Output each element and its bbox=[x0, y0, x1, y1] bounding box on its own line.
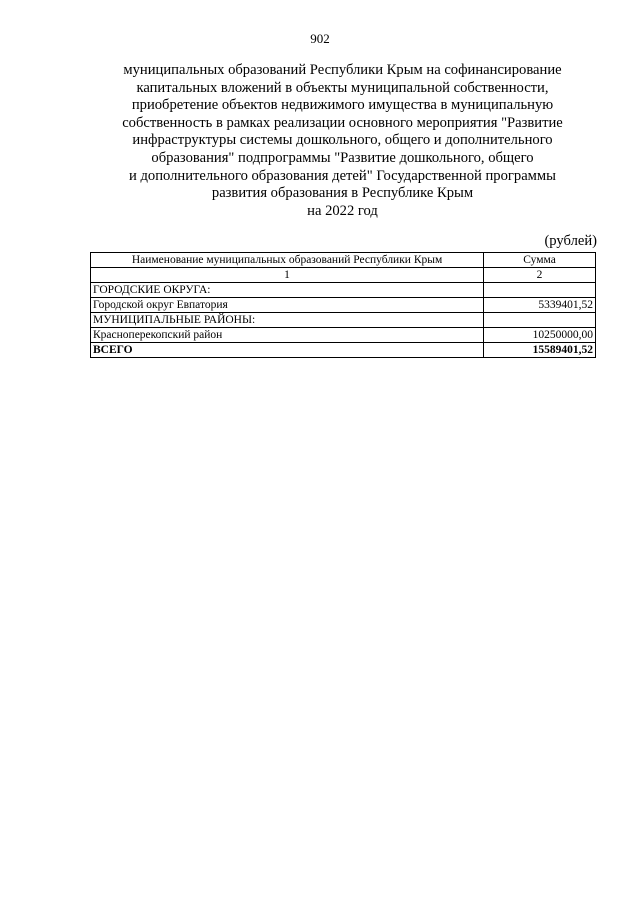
title-line: собственность в рамках реализации основного мероприятия "Развитие bbox=[122, 114, 563, 131]
row-sum: 5339401,52 bbox=[484, 298, 596, 313]
title-line: капитальных вложений в объекты муниципальной собственности, bbox=[136, 79, 549, 96]
table-row bbox=[91, 313, 596, 328]
table-row bbox=[91, 283, 596, 298]
table-row bbox=[91, 298, 596, 313]
column-number-row bbox=[91, 268, 596, 283]
title-line: муниципальных образований Республики Крым на софинансирование bbox=[123, 62, 562, 78]
row-sum: 10250000,00 bbox=[484, 328, 596, 343]
header-sum: Сумма bbox=[484, 253, 596, 268]
title-line: развития образования в Республике Крым bbox=[211, 185, 474, 202]
table-row bbox=[91, 328, 596, 343]
row-sum bbox=[484, 283, 596, 298]
title-line: инфраструктуры системы дошкольного, общего и дополнительного bbox=[132, 132, 553, 149]
page-number: 902 bbox=[310, 31, 330, 46]
units-label: (рублей) bbox=[544, 233, 597, 249]
column-number: 2 bbox=[484, 268, 596, 283]
row-name: Красноперекопский район bbox=[91, 328, 484, 343]
document-title bbox=[90, 62, 595, 220]
total-label: ВСЕГО bbox=[91, 343, 484, 358]
row-name: Городской округ Евпатория bbox=[91, 298, 484, 313]
title-line: приобретение объектов недвижимого имущества в муниципальную bbox=[131, 97, 554, 114]
total-row bbox=[91, 343, 596, 358]
table-header-row bbox=[91, 253, 596, 268]
row-name: ГОРОДСКИЕ ОКРУГА: bbox=[91, 283, 484, 298]
title-line: на 2022 год bbox=[307, 202, 378, 219]
title-line: образования" подпрограммы "Развитие дошкольного, общего bbox=[151, 149, 534, 166]
row-name: МУНИЦИПАЛЬНЫЕ РАЙОНЫ: bbox=[91, 313, 484, 328]
column-number: 1 bbox=[91, 268, 484, 283]
header-name: Наименование муниципальных образований Республики Крым bbox=[91, 253, 484, 268]
total-sum: 15589401,52 bbox=[484, 343, 596, 358]
title-line: и дополнительного образования детей" Государственной программы bbox=[129, 167, 556, 184]
budget-table bbox=[90, 252, 596, 358]
row-sum bbox=[484, 313, 596, 328]
